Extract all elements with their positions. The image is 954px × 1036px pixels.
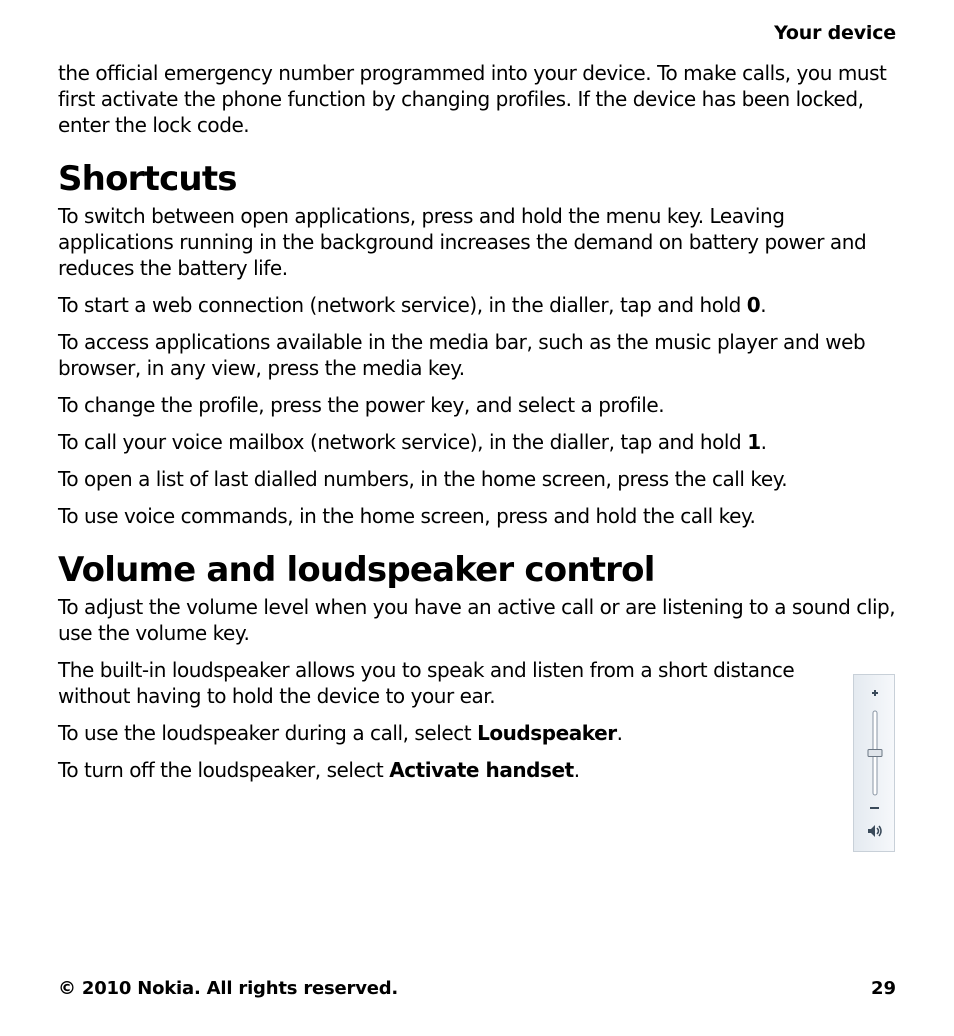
shortcuts-heading: Shortcuts	[58, 159, 237, 199]
shortcuts-paragraph-2-end: .	[760, 293, 767, 317]
intro-paragraph: the official emergency number programmed into your device. To make calls, you must first activate the phone function by changing profiles. If the device has been locked, enter the lock code.	[58, 61, 887, 137]
volume-paragraph-4-end: .	[573, 758, 580, 782]
volume-paragraph-3	[58, 720, 896, 746]
plus-icon	[872, 690, 878, 696]
shortcuts-paragraph-1: To switch between open applications, press and hold the menu key. Leaving applications running in the background increases the demand on battery power and reduces the battery life.	[58, 204, 867, 280]
shortcuts-paragraph-2-text: To start a web connection (network service), in the dialler, tap and hold	[58, 293, 747, 317]
key-one: 1	[747, 430, 761, 454]
activate-handset-option: Activate handset	[389, 758, 574, 782]
volume-paragraph-4-text: To turn off the loudspeaker, select	[58, 758, 390, 782]
volume-paragraph-4	[58, 757, 896, 783]
document-page	[58, 0, 896, 1036]
volume-slider-graphic	[854, 675, 894, 851]
volume-knob	[868, 750, 882, 757]
page-number: 29	[870, 978, 896, 999]
shortcuts-paragraph-5-text: To call your voice mailbox (network service), in the dialler, tap and hold	[58, 430, 748, 454]
minus-icon	[870, 807, 879, 809]
shortcuts-paragraph-6: To open a list of last dialled numbers, in the home screen, press the call key.	[58, 467, 788, 491]
volume-heading: Volume and loudspeaker control	[58, 550, 655, 590]
volume-paragraph-2: The built-in loudspeaker allows you to speak and listen from a short distance without having to hold the device to your ear.	[58, 658, 795, 708]
speaker-icon	[868, 825, 881, 837]
section-header: Your device	[774, 22, 896, 44]
shortcuts-paragraph-7: To use voice commands, in the home screen, press and hold the call key.	[58, 504, 756, 528]
shortcuts-paragraph-5	[58, 429, 896, 455]
copyright-footer: © 2010 Nokia. All rights reserved.	[58, 978, 399, 999]
volume-slider-illustration	[853, 674, 895, 852]
page-content	[58, 60, 896, 794]
loudspeaker-option: Loudspeaker	[477, 721, 617, 745]
shortcuts-paragraph-4: To change the profile, press the power key, and select a profile.	[58, 393, 665, 417]
shortcuts-paragraph-5-end: .	[760, 430, 767, 454]
volume-paragraph-3-text: To use the loudspeaker during a call, select	[58, 721, 478, 745]
volume-paragraph-3-end: .	[616, 721, 623, 745]
volume-paragraph-1: To adjust the volume level when you have an active call or are listening to a sound clip, use the volume key.	[58, 595, 896, 645]
shortcuts-paragraph-3: To access applications available in the media bar, such as the music player and web browser, in any view, press the media key.	[58, 330, 866, 380]
shortcuts-paragraph-2	[58, 292, 896, 318]
key-zero: 0	[746, 293, 761, 317]
